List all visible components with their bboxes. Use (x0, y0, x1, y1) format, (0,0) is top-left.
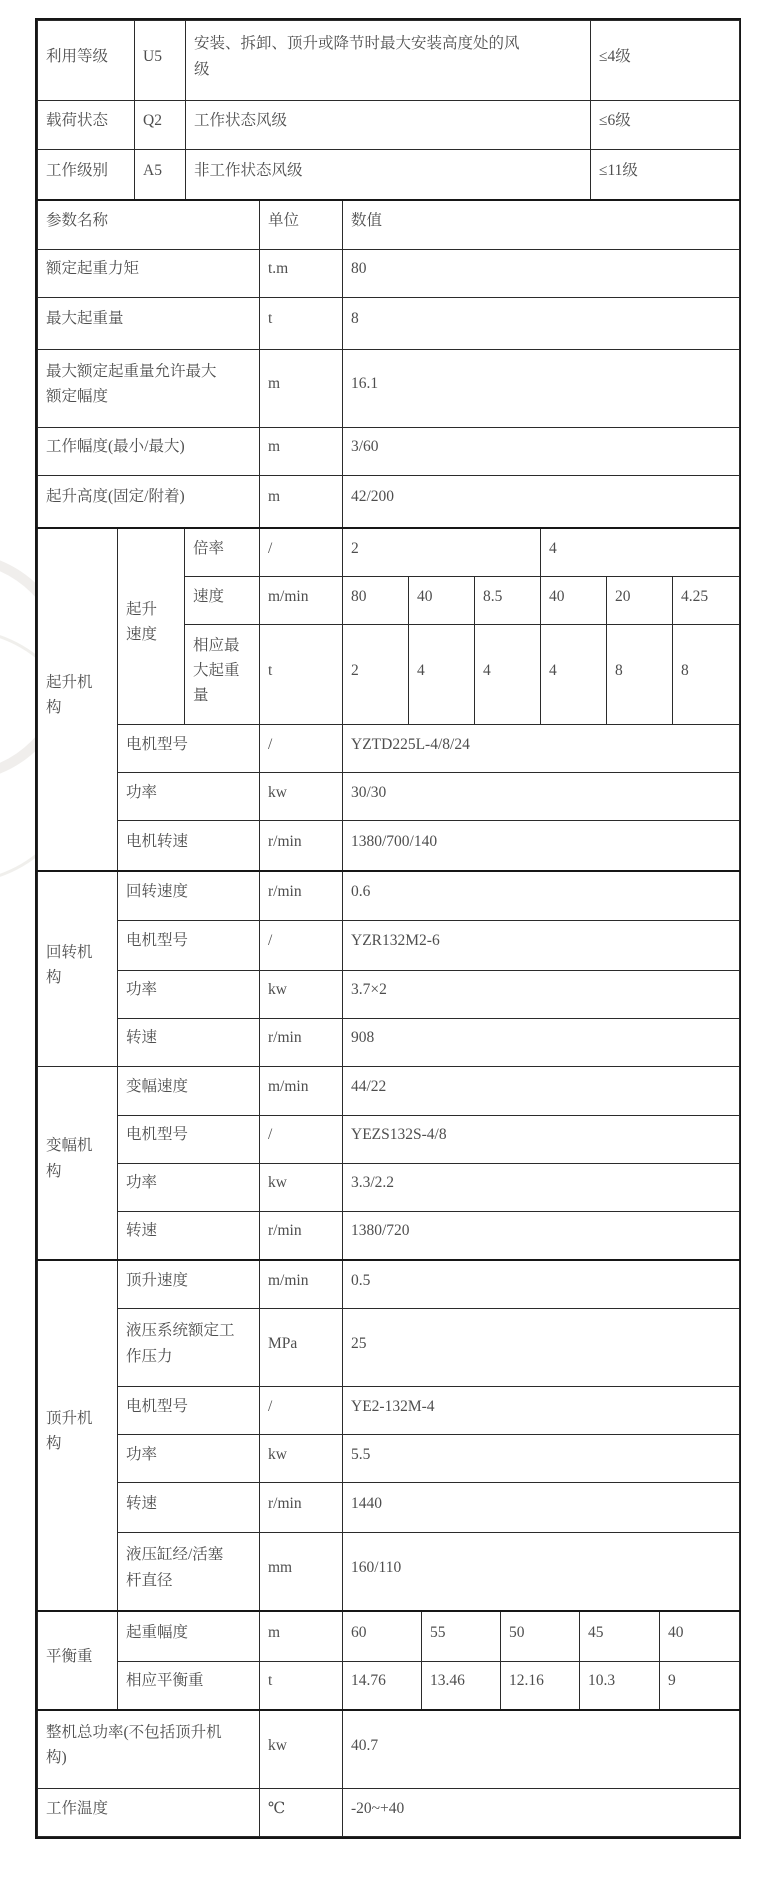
value-cell: 50 (501, 1611, 580, 1661)
value-cell: 42/200 (343, 475, 740, 527)
value-cell: 2 (343, 528, 541, 577)
param-name-text: 整机总功率(不包括顶升机构) (46, 1724, 222, 1767)
table-row (38, 297, 740, 349)
unit-cell: m/min (260, 1260, 343, 1309)
wind-limit-cell: ≤11级 (591, 150, 740, 200)
value-cell: 8 (343, 297, 740, 349)
table-row (38, 349, 740, 427)
value-cell: 55 (422, 1611, 501, 1661)
value-cell: YE2-132M-4 (343, 1387, 740, 1435)
param-name-text: 液压缸经/活塞杆直径 (126, 1546, 224, 1589)
param-name-cell: 功率 (118, 1435, 260, 1483)
unit-cell: t (260, 625, 343, 725)
param-name-cell: 回转速度 (118, 871, 260, 920)
table-row (38, 725, 740, 773)
unit-cell: r/min (260, 1211, 343, 1259)
table-row (38, 1260, 740, 1309)
value-cell: 4 (541, 528, 740, 577)
unit-cell: r/min (260, 821, 343, 871)
table-header-row (38, 200, 740, 249)
table-row (38, 1115, 740, 1163)
unit-cell: r/min (260, 871, 343, 920)
table-row (38, 1661, 740, 1709)
group-label-text: 顶升机构 (46, 1410, 93, 1453)
param-name-cell: 电机型号 (118, 920, 260, 970)
param-name-cell (118, 1309, 260, 1387)
table-row (38, 528, 740, 577)
speed-group-text: 起升速度 (126, 601, 158, 644)
param-name-cell: 电机型号 (118, 1115, 260, 1163)
param-name-cell: 变幅速度 (118, 1066, 260, 1115)
unit-cell: kw (260, 1710, 343, 1789)
wind-desc-cell: 非工作状态风级 (186, 150, 591, 200)
jacking-table (37, 1259, 740, 1612)
wind-desc-cell (186, 21, 591, 101)
table-row (38, 1387, 740, 1435)
class-name-cell: 工作级别 (38, 150, 135, 200)
value-cell: YZTD225L-4/8/24 (343, 725, 740, 773)
group-label-text: 起升机构 (46, 674, 93, 717)
value-cell: 5.5 (343, 1435, 740, 1483)
value-cell: 4 (409, 625, 475, 725)
value-cell: 16.1 (343, 349, 740, 427)
param-name-cell: 额定起重力矩 (38, 249, 260, 297)
unit-cell: / (260, 725, 343, 773)
value-cell: 40 (409, 577, 475, 625)
class-code-cell: Q2 (135, 101, 186, 150)
value-cell: 9 (660, 1661, 740, 1709)
param-name-cell (38, 349, 260, 427)
value-cell: 12.16 (501, 1661, 580, 1709)
unit-cell: r/min (260, 1483, 343, 1533)
param-name-cell (38, 1710, 260, 1789)
luffing-table (37, 1066, 740, 1260)
basic-params-table (37, 199, 740, 528)
table-row (38, 475, 740, 527)
value-cell: 160/110 (343, 1533, 740, 1611)
param-name-cell: 转速 (118, 1211, 260, 1259)
value-cell: 0.6 (343, 871, 740, 920)
unit-cell: m/min (260, 1066, 343, 1115)
param-name-cell: 转速 (118, 1483, 260, 1533)
unit-cell: / (260, 528, 343, 577)
value-cell: 4 (475, 625, 541, 725)
group-label-text: 变幅机构 (46, 1137, 93, 1180)
param-name-cell (185, 625, 260, 725)
class-name-cell: 载荷状态 (38, 101, 135, 150)
table-row (38, 1710, 740, 1789)
unit-cell: / (260, 920, 343, 970)
param-header-value: 数值 (343, 200, 740, 249)
class-code-cell: U5 (135, 21, 186, 101)
param-name-cell: 最大起重量 (38, 297, 260, 349)
table-row (38, 1533, 740, 1611)
value-cell: 1440 (343, 1483, 740, 1533)
unit-cell: / (260, 1387, 343, 1435)
group-label-text: 回转机构 (46, 943, 93, 986)
unit-cell: mm (260, 1533, 343, 1611)
param-name-text: 液压系统额定工作压力 (126, 1322, 235, 1365)
value-cell: 908 (343, 1018, 740, 1066)
param-name-cell: 工作幅度(最小/最大) (38, 427, 260, 475)
unit-cell: kw (260, 1163, 343, 1211)
table-row (38, 150, 740, 200)
table-row (38, 101, 740, 150)
value-cell: 25 (343, 1309, 740, 1387)
value-cell: 2 (343, 625, 409, 725)
classification-table (37, 20, 740, 200)
param-name-cell: 相应平衡重 (118, 1661, 260, 1709)
param-name-cell: 功率 (118, 970, 260, 1018)
speed-group-cell (118, 528, 185, 725)
value-cell: 3.3/2.2 (343, 1163, 740, 1211)
param-header-unit: 单位 (260, 200, 343, 249)
value-cell: 45 (580, 1611, 660, 1661)
table-row (38, 970, 740, 1018)
value-cell: 8 (607, 625, 673, 725)
unit-cell: kw (260, 773, 343, 821)
param-name-cell: 功率 (118, 1163, 260, 1211)
value-cell: 3.7×2 (343, 970, 740, 1018)
table-row (38, 1211, 740, 1259)
value-cell: 13.46 (422, 1661, 501, 1709)
wind-desc-text: 安装、拆卸、顶升或降节时最大安装高度处的风级 (194, 35, 520, 78)
wind-limit-cell: ≤4级 (591, 21, 740, 101)
unit-cell: r/min (260, 1018, 343, 1066)
table-row (38, 1309, 740, 1387)
wind-desc-cell: 工作状态风级 (186, 101, 591, 150)
value-cell: YEZS132S-4/8 (343, 1115, 740, 1163)
table-row (38, 821, 740, 871)
table-row (38, 249, 740, 297)
unit-cell: / (260, 1115, 343, 1163)
value-cell: 60 (343, 1611, 422, 1661)
unit-cell: m (260, 475, 343, 527)
slewing-table (37, 870, 740, 1067)
param-name-cell (118, 1533, 260, 1611)
value-cell: YZR132M2-6 (343, 920, 740, 970)
value-cell: 14.76 (343, 1661, 422, 1709)
param-name-cell: 电机型号 (118, 725, 260, 773)
value-cell: 10.3 (580, 1661, 660, 1709)
table-row (38, 871, 740, 920)
value-cell: 4 (541, 625, 607, 725)
class-name-cell: 利用等级 (38, 21, 135, 101)
value-cell: 1380/720 (343, 1211, 740, 1259)
param-name-cell: 工作温度 (38, 1789, 260, 1837)
table-row (38, 1483, 740, 1533)
class-code-cell: A5 (135, 150, 186, 200)
value-cell: 80 (343, 577, 409, 625)
value-cell: 80 (343, 249, 740, 297)
group-label-cell-luffing (38, 1066, 118, 1259)
unit-cell: m (260, 427, 343, 475)
unit-cell: ℃ (260, 1789, 343, 1837)
param-name-text: 最大额定起重量允许最大额定幅度 (46, 362, 217, 405)
table-row (38, 1066, 740, 1115)
value-cell: 8.5 (475, 577, 541, 625)
param-header-name: 参数名称 (38, 200, 260, 249)
param-name-cell: 电机转速 (118, 821, 260, 871)
unit-cell: kw (260, 1435, 343, 1483)
table-row (38, 427, 740, 475)
param-name-cell: 功率 (118, 773, 260, 821)
table-row (38, 1789, 740, 1837)
value-cell: 40 (660, 1611, 740, 1661)
param-name-text: 相应最大起重量 (193, 636, 240, 705)
unit-cell: m (260, 1611, 343, 1661)
unit-cell: t (260, 297, 343, 349)
value-cell: 1380/700/140 (343, 821, 740, 871)
table-row (38, 1611, 740, 1661)
param-name-cell: 转速 (118, 1018, 260, 1066)
unit-cell: m/min (260, 577, 343, 625)
param-name-cell: 电机型号 (118, 1387, 260, 1435)
table-row (38, 773, 740, 821)
hoisting-table (37, 527, 740, 872)
value-cell: 30/30 (343, 773, 740, 821)
value-cell: 40 (541, 577, 607, 625)
unit-cell: kw (260, 970, 343, 1018)
table-row (38, 920, 740, 970)
group-label-cell-slewing (38, 871, 118, 1066)
unit-cell: MPa (260, 1309, 343, 1387)
value-cell: 20 (607, 577, 673, 625)
value-cell: 4.25 (673, 577, 740, 625)
value-cell: 0.5 (343, 1260, 740, 1309)
value-cell: 40.7 (343, 1710, 740, 1789)
value-cell: -20~+40 (343, 1789, 740, 1837)
unit-cell: t.m (260, 249, 343, 297)
param-name-cell: 起重幅度 (118, 1611, 260, 1661)
totals-table (37, 1709, 740, 1838)
table-row (38, 21, 740, 101)
group-label-cell-hoisting (38, 528, 118, 871)
wind-limit-cell: ≤6级 (591, 101, 740, 150)
table-row (38, 1435, 740, 1483)
spec-sheet (35, 18, 741, 1839)
value-cell: 3/60 (343, 427, 740, 475)
group-label-cell-jacking (38, 1260, 118, 1611)
table-row (38, 1018, 740, 1066)
counterweight-table (37, 1610, 740, 1710)
param-name-cell: 倍率 (185, 528, 260, 577)
value-cell: 44/22 (343, 1066, 740, 1115)
param-name-cell: 速度 (185, 577, 260, 625)
table-row (38, 1163, 740, 1211)
group-label-cell-counterweight: 平衡重 (38, 1611, 118, 1709)
value-cell: 8 (673, 625, 740, 725)
param-name-cell: 起升高度(固定/附着) (38, 475, 260, 527)
unit-cell: m (260, 349, 343, 427)
unit-cell: t (260, 1661, 343, 1709)
param-name-cell: 顶升速度 (118, 1260, 260, 1309)
